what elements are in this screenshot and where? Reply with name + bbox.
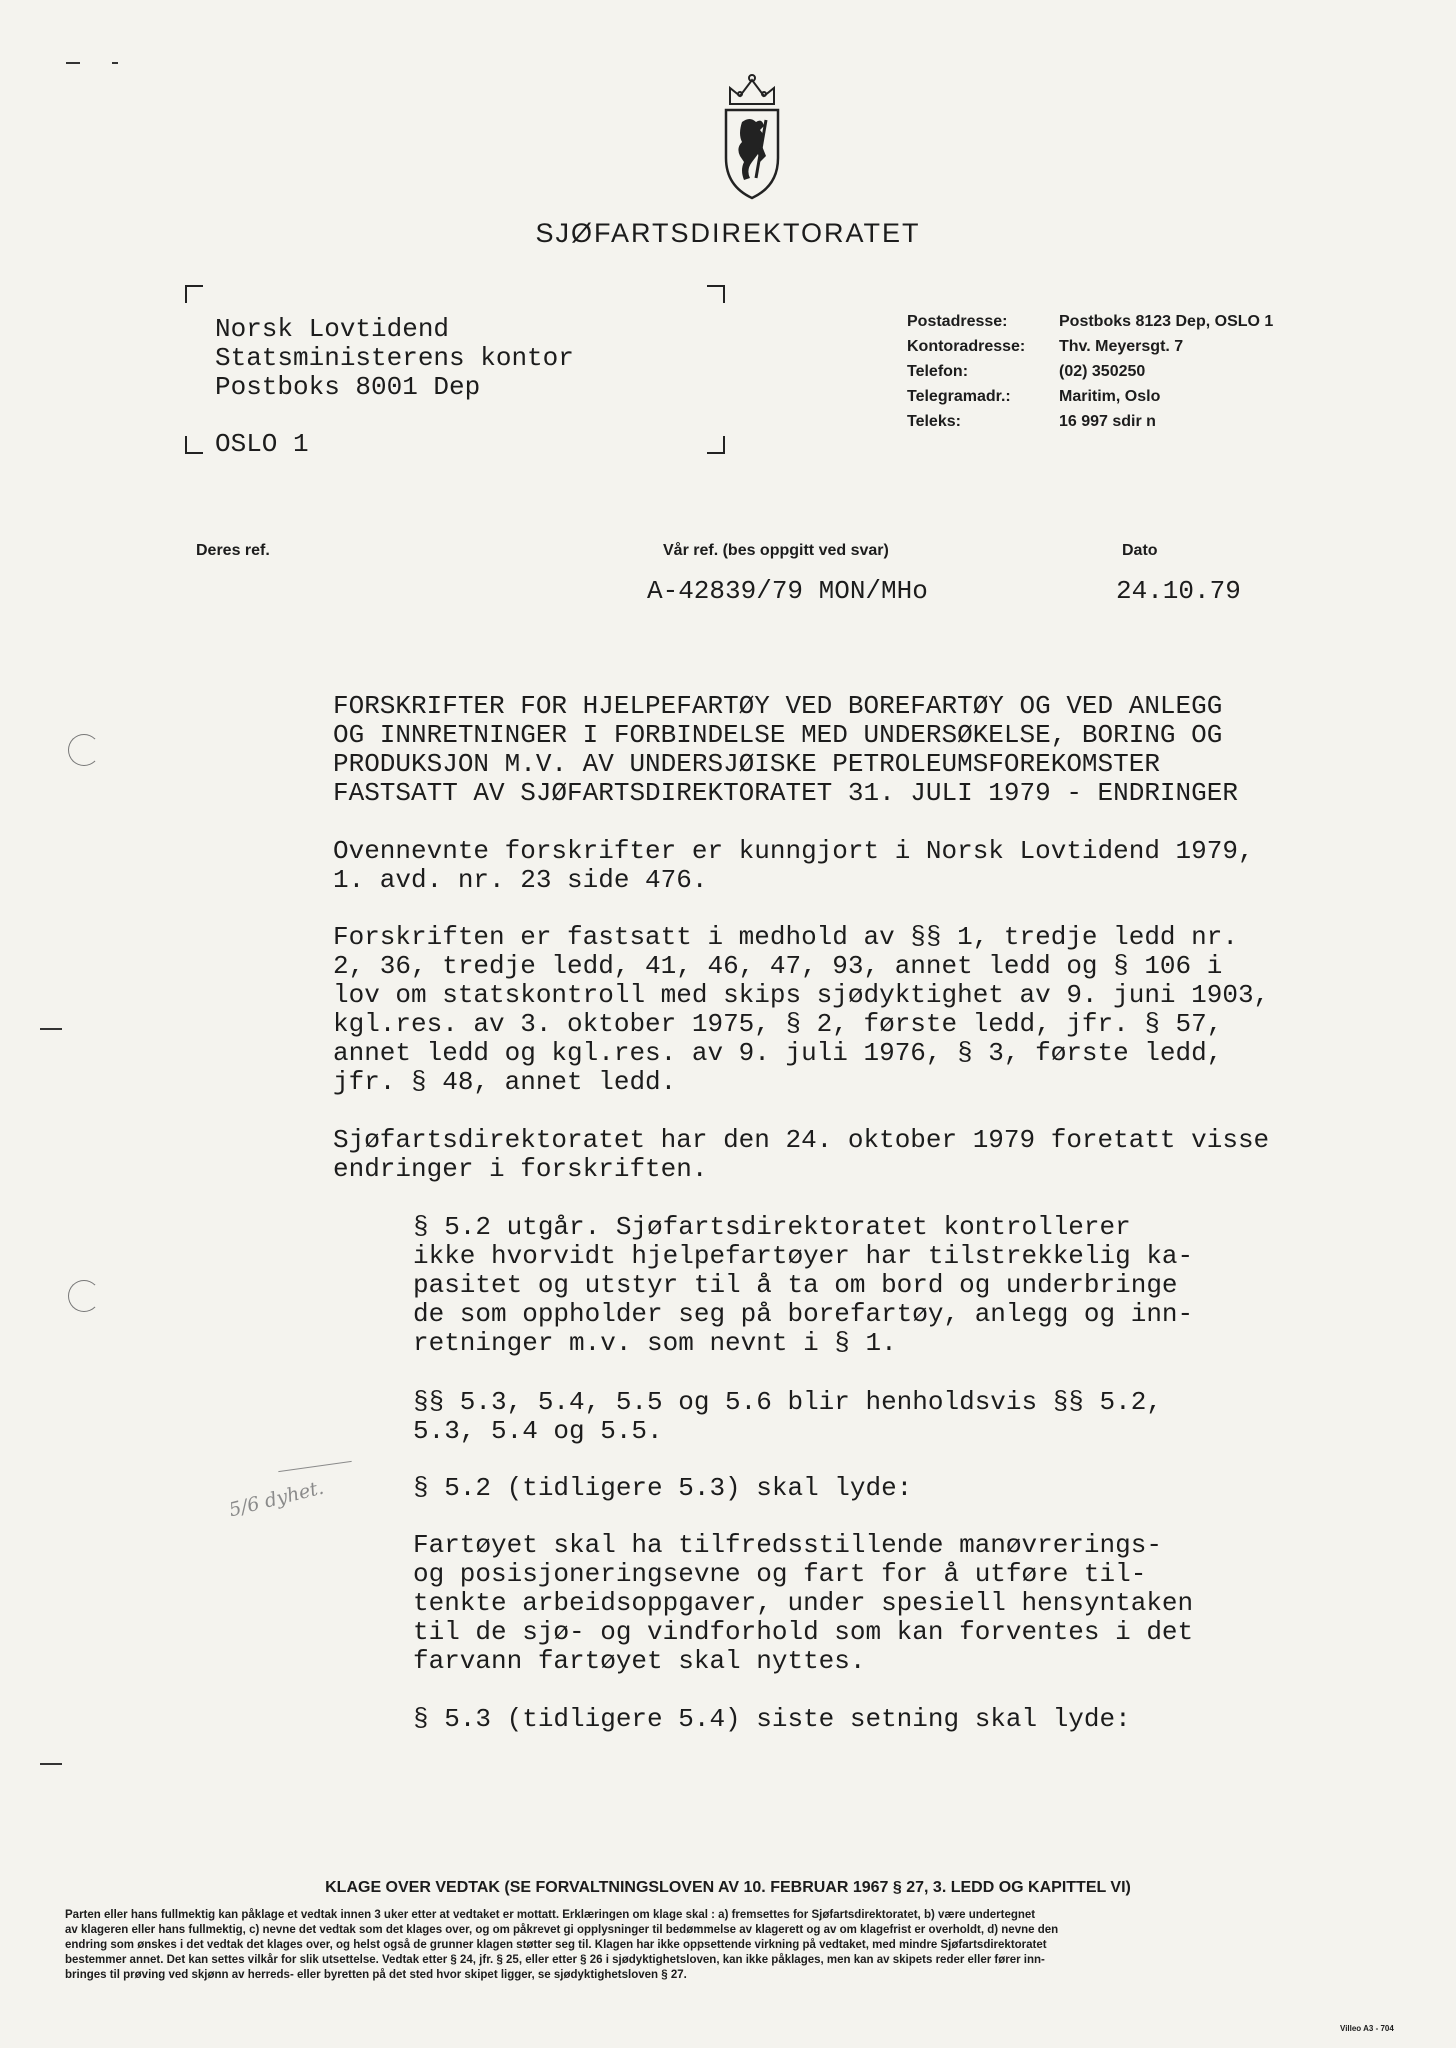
contact-row (907, 334, 1273, 359)
contact-row (907, 359, 1273, 384)
text-line: annet ledd og kgl.res. av 9. juli 1976, § 3, første ledd, (333, 1038, 1223, 1068)
date-value: 24.10.79 (1116, 576, 1241, 606)
paragraph-section-5-2-removed (413, 1213, 1193, 1358)
handwritten-margin-note: 5/6 dyhet. (226, 1476, 326, 1522)
contact-value: (02) 350250 (1059, 363, 1146, 380)
organization-name: SJØFARTSDIREKTORATET (535, 218, 921, 248)
text-line: Fartøyet skal ha tilfredsstillende manøvrerings- (413, 1530, 1162, 1560)
subject-line: OG INNRETNINGER I FORBINDELSE MED UNDERSØKELSE, BORING OG (333, 720, 1223, 750)
footer-line: Parten eller hans fullmektig kan påklage et vedtak innen 3 uker etter at vedtaket er mottatt. Erklæringen om klage skal : a) fremsettes for Sjøfartsdirektoratet, b) være undertegnet (65, 1909, 1036, 1921)
contact-row (907, 384, 1273, 409)
footer-title: KLAGE OVER VEDTAK (SE FORVALTNINGSLOVEN AV 10. FEBRUAR 1967 § 27, 3. LEDD OG KAPITTEL VI) (325, 1879, 1131, 1896)
punch-hole (68, 734, 100, 766)
text-line: farvann fartøyet skal nyttes. (413, 1646, 866, 1676)
text-line: § 5.2 utgår. Sjøfartsdirektoratet kontrollerer (413, 1212, 1131, 1242)
contact-row (907, 309, 1273, 334)
footer-line: bestemmer annet. Det kan settes vilkår for slik utsettelse. Vedtak etter § 24, jfr. § 25, eller etter § 26 i sjødyktighetsloven, kan ikke påklages, men kan av skipets reder eller fører inn- (65, 1954, 1045, 1966)
norwegian-coat-of-arms-icon (716, 70, 788, 202)
paragraph-legal-basis (333, 923, 1269, 1097)
text-line: tenkte arbeidsoppgaver, under spesiell hensyntaken (413, 1588, 1194, 1618)
contact-value: Maritim, Oslo (1059, 388, 1161, 405)
text-line: 5.3, 5.4 og 5.5. (413, 1416, 663, 1446)
text-line: Sjøfartsdirektoratet har den 24. oktober 1979 foretatt visse (333, 1125, 1270, 1155)
contact-value: Thv. Meyersgt. 7 (1059, 338, 1184, 355)
date-label: Dato (1122, 542, 1158, 559)
text-line: retninger m.v. som nevnt i § 1. (413, 1328, 897, 1358)
contact-value: Postboks 8123 Dep, OSLO 1 (1059, 313, 1274, 330)
paragraph-section-5-2-heading (413, 1474, 912, 1503)
text-line: § 5.2 (tidligere 5.3) skal lyde: (413, 1473, 913, 1503)
text-line: pasitet og utstyr til å ta om bord og underbringe (413, 1270, 1178, 1300)
contact-block (907, 309, 1273, 434)
address-bracket-bottom-left (185, 436, 203, 454)
contact-label: Telegramadr.: (907, 388, 1011, 405)
contact-label: Kontoradresse: (907, 338, 1026, 355)
paragraph-renumbering (413, 1388, 1162, 1446)
contact-label: Postadresse: (907, 313, 1008, 330)
print-code: Villeo A3 - 704 (1340, 2024, 1394, 2033)
footer-line: endring som ønskes i det vedtak det klages over, og helst også de grunner klagen støtter seg til. Klagen har ikke oppsettende virkning på vedtaket, med mindre Sjøfartsdirektoratet (65, 1939, 1047, 1951)
contact-value: 16 997 sdir n (1059, 413, 1156, 430)
recipient-line: Norsk Lovtidend (215, 314, 450, 344)
contact-row (907, 409, 1273, 434)
paragraph-section-5-2-text (413, 1531, 1193, 1676)
punch-hole (68, 1280, 100, 1312)
text-line: 2, 36, tredje ledd, 41, 46, 47, 93, annet ledd og § 106 i (333, 951, 1223, 981)
subject-line: FORSKRIFTER FOR HJELPEFARTØY VED BOREFARTØY OG VED ANLEGG (333, 691, 1223, 721)
recipient-city: OSLO 1 (215, 429, 309, 459)
paragraph-section-5-3-heading (413, 1705, 1131, 1734)
var-ref-value: A-42839/79 MON/MHo (647, 576, 928, 606)
text-line: lov om statskontroll med skips sjødyktighet av 9. juni 1903, (333, 980, 1270, 1010)
paragraph-changes-intro (333, 1126, 1269, 1184)
contact-label: Telefon: (907, 363, 969, 380)
text-line: jfr. § 48, annet ledd. (333, 1067, 677, 1097)
text-line: endringer i forskriften. (333, 1154, 708, 1184)
address-bracket-bottom-right (707, 436, 725, 454)
footer-appeal-text (65, 1908, 1410, 1983)
recipient-line: Statsministerens kontor (215, 343, 574, 373)
text-line: og posisjoneringsevne og fart for å utføre til- (413, 1559, 1147, 1589)
subject-heading (333, 692, 1238, 808)
paragraph-publication (333, 837, 1254, 895)
text-line: 1. avd. nr. 23 side 476. (333, 865, 708, 895)
text-line: ikke hvorvidt hjelpefartøyer har tilstrekkelig ka- (413, 1241, 1194, 1271)
fold-mark (40, 1028, 62, 1030)
address-bracket-top-right (707, 285, 725, 303)
contact-label: Teleks: (907, 413, 961, 430)
deres-ref-label: Deres ref. (196, 542, 270, 559)
recipient-line: Postboks 8001 Dep (215, 372, 481, 402)
text-line: Forskriften er fastsatt i medhold av §§ 1, tredje ledd nr. (333, 922, 1238, 952)
scan-mark (66, 62, 80, 64)
text-line: §§ 5.3, 5.4, 5.5 og 5.6 blir henholdsvis §§ 5.2, (413, 1387, 1162, 1417)
subject-line: PRODUKSJON M.V. AV UNDERSJØISKE PETROLEUMSFOREKOMSTER (333, 749, 1160, 779)
text-line: kgl.res. av 3. oktober 1975, § 2, første ledd, jfr. § 57, (333, 1009, 1223, 1039)
footer-line: bringes til prøving ved skjønn av herreds- eller byretten på det sted hvor skipet ligger, se sjødyktighetsloven § 27. (65, 1969, 687, 1981)
text-line: de som oppholder seg på borefartøy, anlegg og inn- (413, 1299, 1194, 1329)
pencil-mark (278, 1461, 351, 1472)
footer-line: av klageren eller hans fullmektig, c) nevne det vedtak som det klages over, og om påkrevet gi opplysninger til bedømmelse av klagerett og av om klagefrist er overholdt, d) nevne den (65, 1924, 1059, 1936)
text-line: Ovennevnte forskrifter er kunngjort i Norsk Lovtidend 1979, (333, 836, 1254, 866)
recipient-address (215, 315, 574, 402)
text-line: til de sjø- og vindforhold som kan forventes i det (413, 1617, 1194, 1647)
fold-mark (40, 1763, 62, 1765)
address-bracket-top-left (185, 285, 203, 303)
subject-line: FASTSATT AV SJØFARTSDIREKTORATET 31. JULI 1979 - ENDRINGER (333, 778, 1238, 808)
text-line: § 5.3 (tidligere 5.4) siste setning skal lyde: (413, 1704, 1131, 1734)
var-ref-label: Vår ref. (bes oppgitt ved svar) (663, 542, 889, 559)
scan-mark (112, 62, 118, 64)
